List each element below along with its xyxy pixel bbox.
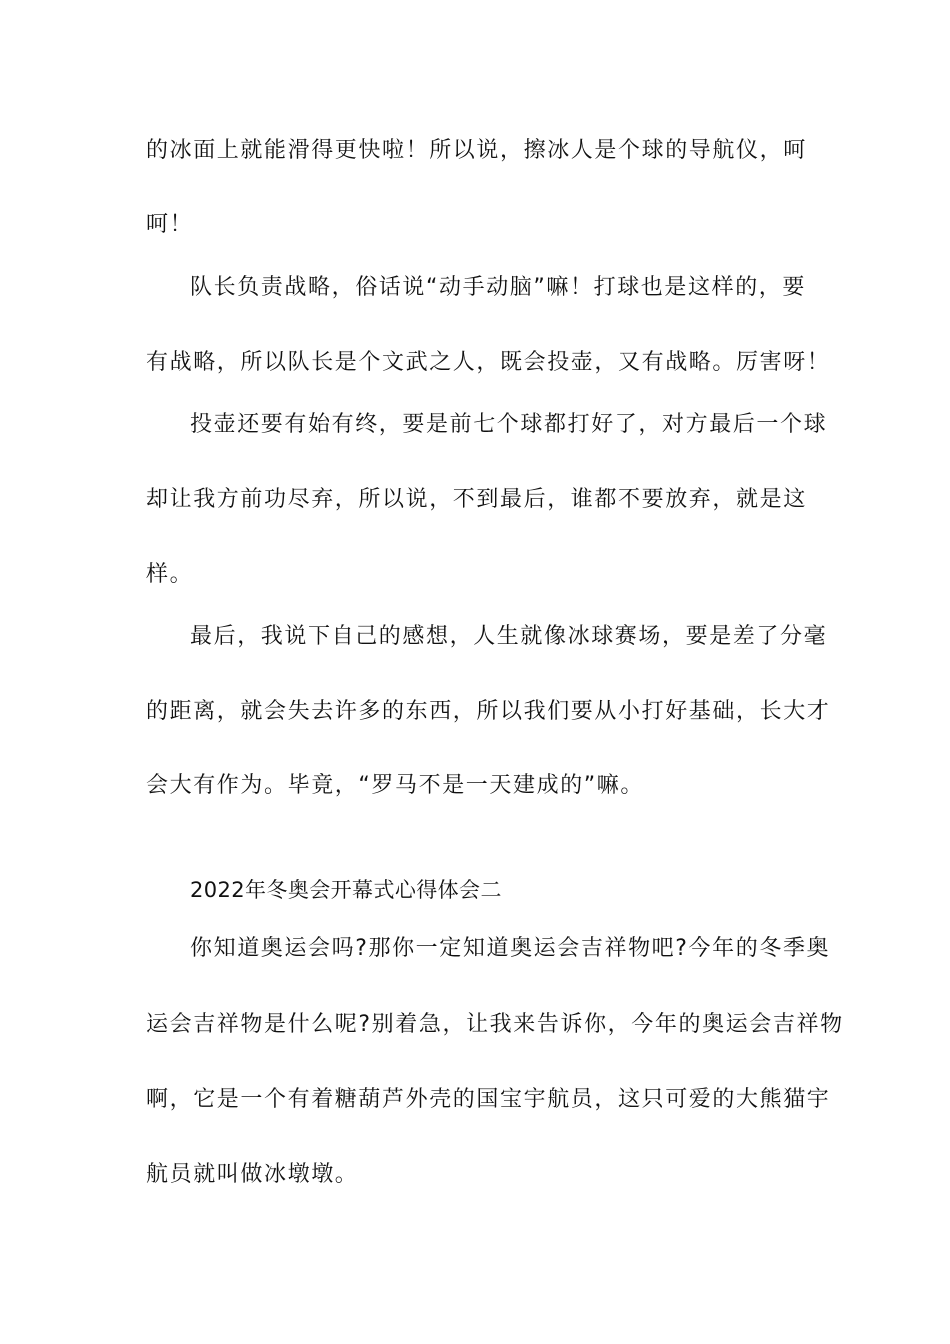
paragraph-3-line-3: 样。 <box>146 562 194 587</box>
paragraph-1-line-1: 的冰面上就能滑得更快啦！所以说，擦冰人是个球的导航仪，呵 <box>146 138 807 163</box>
paragraph-3-line-1: 投壶还要有始有终，要是前七个球都打好了，对方最后一个球 <box>190 412 828 437</box>
paragraph-4-line-2: 的距离，就会失去许多的东西，所以我们要从小打好基础，长大才 <box>146 699 831 724</box>
section-heading: 2022年冬奥会开幕式心得体会二 <box>190 878 502 902</box>
paragraph-2-line-1: 队长负责战略，俗话说“动手动脑”嘛！打球也是这样的，要 <box>190 275 806 300</box>
section-paragraph-line-1: 你知道奥运会吗?那你一定知道奥运会吉祥物吧?今年的冬季奥 <box>190 936 831 961</box>
paragraph-2-line-2: 有战略，所以队长是个文武之人，既会投壶，又有战略。厉害呀！ <box>146 350 831 375</box>
paragraph-3-line-2: 却让我方前功尽弃，所以说，不到最后，谁都不要放弃，就是这 <box>146 487 807 512</box>
paragraph-1-line-2: 呵！ <box>146 212 194 237</box>
paragraph-4-line-1: 最后，我说下自己的感想，人生就像冰球赛场，要是差了分毫 <box>190 624 828 649</box>
section-paragraph-line-2: 运会吉祥物是什么呢?别着急，让我来告诉你，今年的奥运会吉祥物 <box>146 1012 844 1037</box>
section-paragraph-line-4: 航员就叫做冰墩墩。 <box>146 1162 359 1187</box>
section-paragraph-line-3: 啊，它是一个有着糖葫芦外壳的国宝宇航员，这只可爱的大熊猫宇 <box>146 1087 831 1112</box>
paragraph-4-line-3: 会大有作为。毕竟，“罗马不是一天建成的”嘛。 <box>146 773 644 798</box>
